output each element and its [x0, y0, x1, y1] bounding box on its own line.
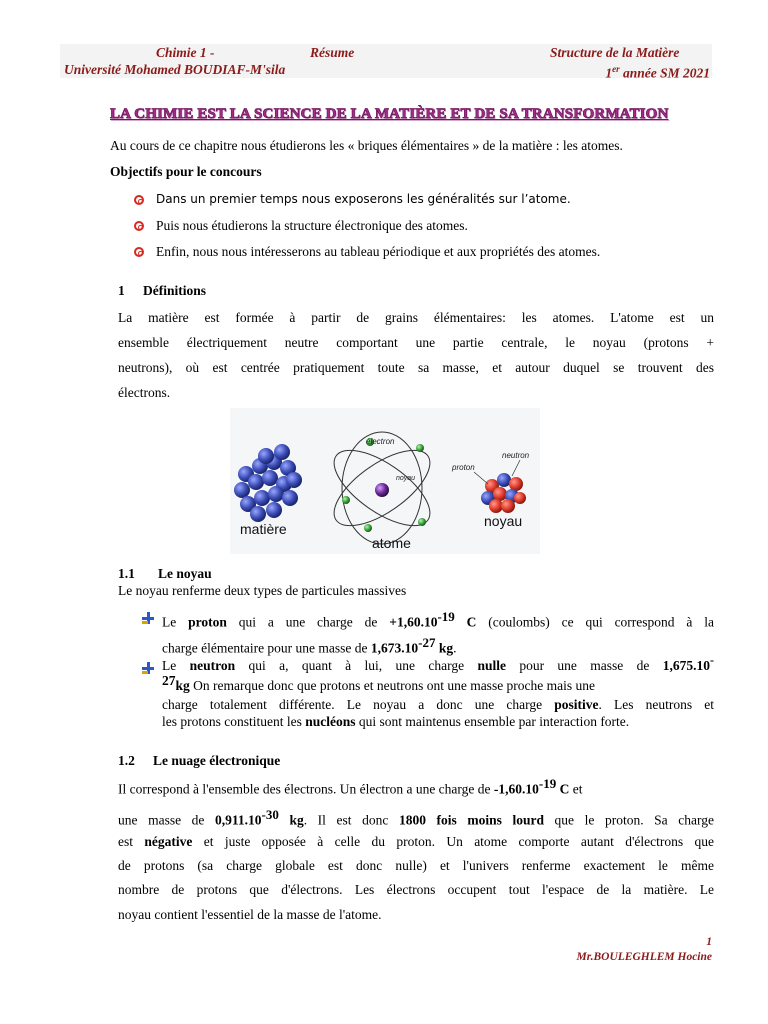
page-number: 1 — [706, 936, 712, 948]
header-university: Université Mohamed BOUDIAF-M'sila — [64, 62, 286, 77]
section-1-1-title: Le noyau — [158, 566, 212, 581]
neutron-line-4: les protons constituent les nucléons qui sont maintenus ensemble par interaction forte. — [162, 714, 630, 729]
objective-item-3: Enfin, nous nous intéresserons au tableau périodique et aux propriétés des atomes. — [156, 244, 601, 259]
figure-label-nucleus: noyau — [484, 513, 523, 529]
swirl-bullet-icon — [134, 195, 144, 205]
footer-author: Mr.BOULEGHLEM Hocine — [576, 951, 712, 963]
objectives-heading: Objectifs pour le concours — [110, 164, 262, 179]
objective-item-1: Dans un premier temps nous exposerons les généralités sur l’atome. — [156, 192, 571, 206]
intro-text: Au cours de ce chapitre nous étudierons les « briques élémentaires » de la matière : les atomes. — [110, 138, 623, 153]
section-1-2-line-4: de protons (sa charge globale est donc nulle) et l'univers renferme exactement le même — [118, 858, 714, 873]
swirl-bullet-icon — [134, 221, 144, 231]
neutron-line-2: 27kg On remarque donc que protons et neutrons ont une masse proche mais une — [162, 673, 596, 693]
section-1-2-line-5: nombre de protons que d'électrons. Les électrons occupent tout l'espace de la matière. Le — [118, 882, 714, 897]
figure-label-electron: électron — [366, 437, 395, 446]
header-row-1 — [60, 44, 712, 61]
section-1-2-title: Le nuage électronique — [153, 753, 281, 768]
neutron-exponent-dash: - — [710, 653, 714, 667]
section-1-2-line-2: une masse de $0,911.10^{-30}$ kg. Il est donc 1800 fois moins lourd que le proton. Sa charge — [118, 807, 714, 828]
electron-dot — [342, 496, 350, 504]
neutron-line-3: charge totalement différente. Le noyau a donc une charge positive. Les neutrons et — [162, 697, 714, 712]
proton-line-1: Le proton qui a une charge de $+1,60.10^{-19}$ C (coulombs) ce qui correspond à la — [162, 609, 714, 630]
figure-label-matter: matière — [240, 521, 287, 537]
proton-line-2: charge élémentaire pour une masse de $1,673.10^{-27}$ kg. — [162, 635, 457, 656]
hand-pointer-icon — [141, 611, 155, 625]
header-year: 1er année SM 2021 — [605, 64, 710, 81]
section-1-line-4: électrons. — [118, 385, 171, 400]
objective-item-2: Puis nous étudierons la structure électronique des atomes. — [156, 218, 468, 233]
atom-structure-figure — [230, 408, 540, 554]
atom-nucleus — [375, 483, 389, 497]
page-title: LA CHIMIE EST LA SCIENCE DE LA MATIÈRE ET DE SA TRANSFORMATION — [110, 106, 669, 122]
figure-label-proton: proton — [452, 463, 475, 472]
section-1-1-number: 1.1 — [118, 566, 135, 581]
header-type: Résume — [310, 45, 355, 60]
swirl-bullet-icon — [134, 247, 144, 257]
section-1-2-line-3: est négative et juste opposée à celle du proton. Un atome comporte autant d'électrons que — [118, 834, 714, 849]
section-1-1-intro: Le noyau renferme deux types de particules massives — [118, 583, 407, 598]
section-1-number: 1 — [118, 283, 125, 298]
electron-dot — [418, 518, 426, 526]
neutron-line-1: Le neutron qui a, quant à lui, une charge nulle pour une masse de 1,675.10 — [162, 658, 710, 673]
section-1-line-3: neutrons), où est centrée pratiquement toute sa masse, et autour duquel se trouvent des — [118, 360, 714, 375]
header-chapter: Structure de la Matière — [550, 45, 680, 60]
hand-pointer-icon — [141, 661, 155, 675]
figure-label-atom: atome — [372, 535, 411, 551]
section-1-2-line-1: Il correspond à l'ensemble des électrons. Un électron a une charge de $-1,60.10^{-19}$ C et — [118, 776, 583, 797]
figure-label-nucleus-small: noyau — [396, 475, 416, 482]
section-1-line-2: ensemble électriquement neutre comportant une partie centrale, le noyau (protons + — [118, 335, 714, 350]
figure-label-neutron: neutron — [502, 451, 530, 460]
header-row-2 — [60, 61, 712, 81]
header-course: Chimie 1 - — [156, 45, 215, 60]
electron-dot — [416, 444, 424, 452]
section-1-title: Définitions — [143, 283, 207, 298]
section-1-2-line-6: noyau contient l'essentiel de la masse de l'atome. — [118, 907, 382, 922]
section-1-2-number: 1.2 — [118, 753, 135, 768]
section-1-line-1: La matière est formée à partir de grains élémentaires: les atomes. L'atome est un — [118, 310, 714, 325]
electron-dot — [364, 524, 372, 532]
